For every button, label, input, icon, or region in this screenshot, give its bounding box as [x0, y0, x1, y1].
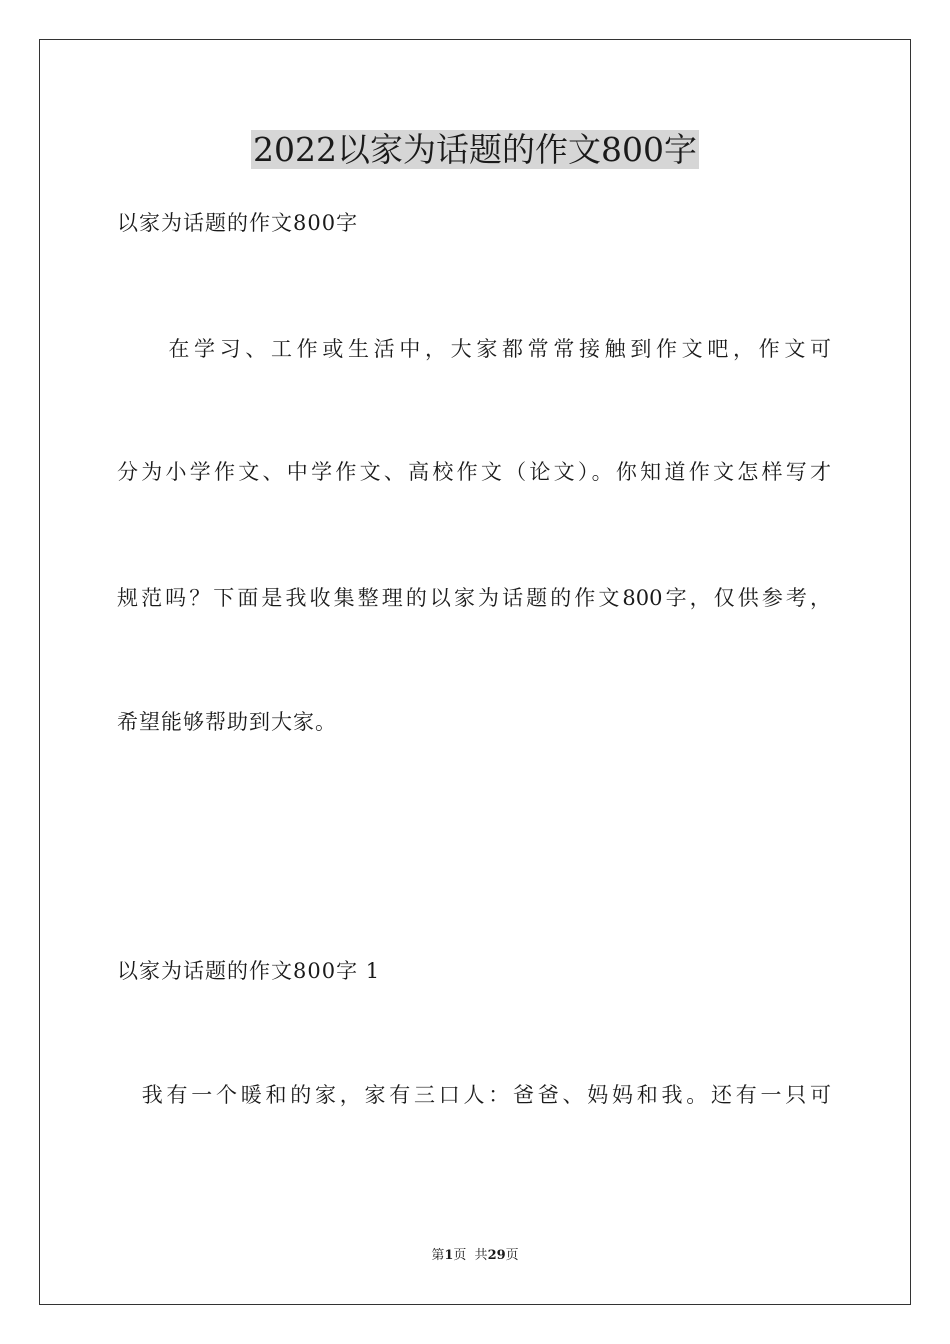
document-title — [0, 128, 950, 172]
footer-total-suffix: 页 — [505, 1248, 519, 1263]
body-line-1: 我有一个暖和的家，家有三口人：爸爸、妈妈和我。还有一只可 — [117, 1083, 831, 1107]
document-subtitle: 以家为话题的作文800字 — [117, 211, 359, 235]
footer-page-prefix: 第 — [431, 1248, 445, 1263]
footer-total-pages: 29 — [487, 1248, 506, 1263]
intro-line-3: 规范吗？下面是我收集整理的以家为话题的作文800字，仅供参考， — [117, 586, 831, 610]
footer-page-suffix: 页 — [453, 1248, 467, 1263]
footer-page-number: 1 — [444, 1248, 454, 1263]
intro-line-2: 分为小学作文、中学作文、高校作文（论文）。你知道作文怎样写才 — [117, 460, 831, 484]
section-heading: 以家为话题的作文800字 1 — [117, 959, 381, 983]
intro-line-1: 在学习、工作或生活中，大家都常常接触到作文吧，作文可 — [117, 337, 831, 361]
intro-line-4: 希望能够帮助到大家。 — [117, 710, 337, 734]
document-title-text: 2022以家为话题的作文800字 — [253, 130, 697, 169]
footer-total-prefix: 共 — [474, 1248, 488, 1263]
page-footer — [0, 1247, 950, 1265]
